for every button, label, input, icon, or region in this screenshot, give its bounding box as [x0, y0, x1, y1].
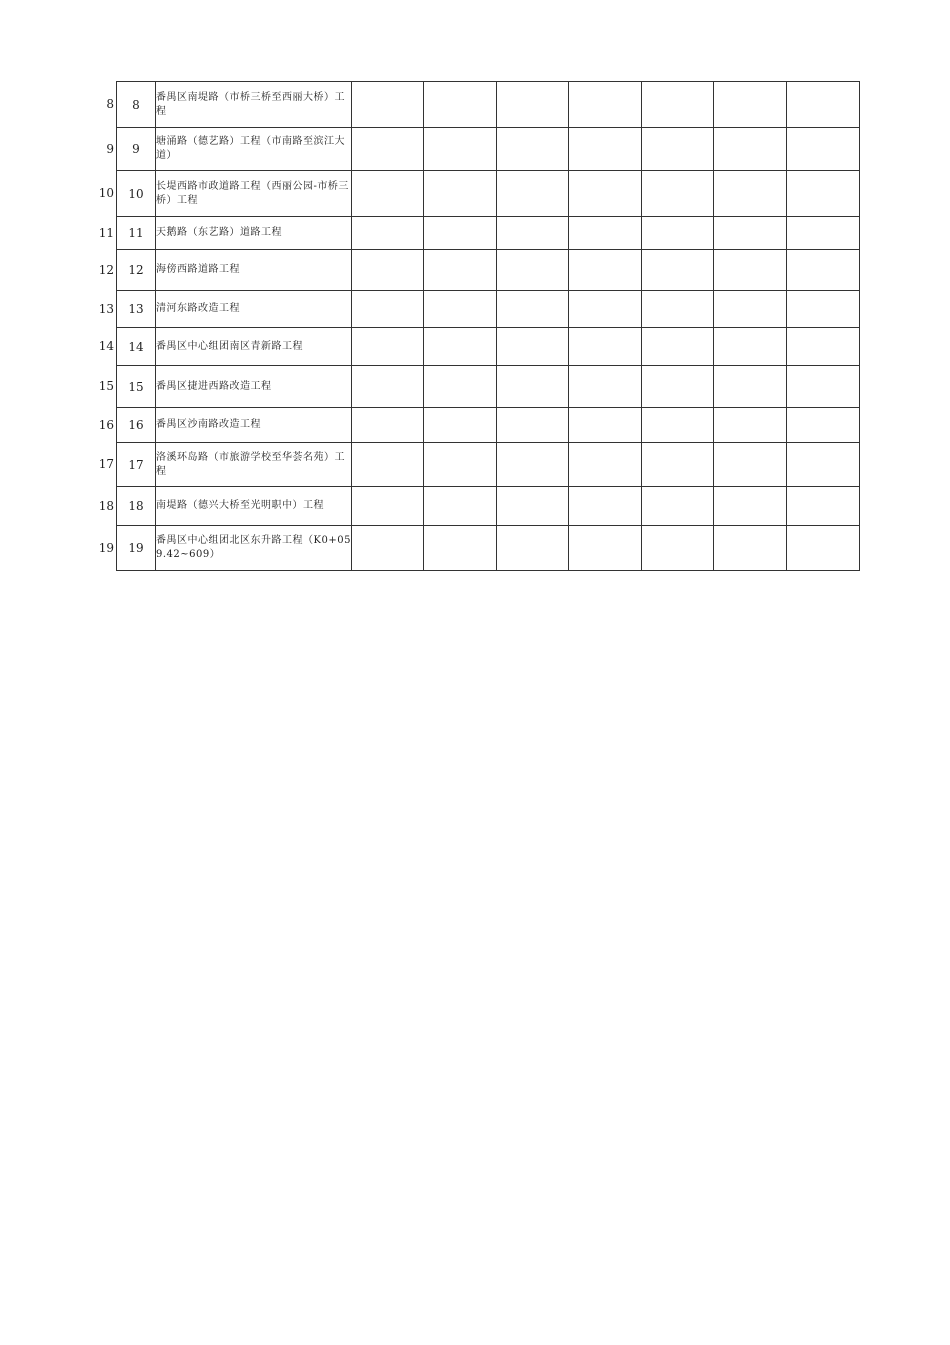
empty-cell[interactable]: [497, 328, 569, 366]
seq-cell[interactable]: 18: [117, 487, 156, 526]
project-name-cell[interactable]: 长堤西路市政道路工程（西丽公园-市桥三桥）工程: [156, 171, 352, 217]
empty-cell[interactable]: [569, 443, 642, 487]
empty-cell[interactable]: [714, 82, 787, 128]
table-row: [117, 82, 860, 128]
table-row: [117, 526, 860, 571]
seq-cell[interactable]: 15: [117, 366, 156, 408]
empty-cell[interactable]: [714, 171, 787, 217]
row-number: 9: [106, 141, 114, 156]
empty-cell[interactable]: [787, 443, 860, 487]
empty-cell[interactable]: [424, 487, 497, 526]
empty-cell[interactable]: [569, 217, 642, 250]
empty-cell[interactable]: [352, 171, 424, 217]
empty-cell[interactable]: [352, 408, 424, 443]
empty-cell[interactable]: [352, 526, 424, 571]
empty-cell[interactable]: [642, 217, 714, 250]
table-row: [117, 408, 860, 443]
row-number: 16: [98, 417, 114, 432]
empty-cell[interactable]: [787, 366, 860, 408]
seq-cell[interactable]: 16: [117, 408, 156, 443]
table-row: [117, 128, 860, 171]
empty-cell[interactable]: [787, 128, 860, 171]
empty-cell[interactable]: [787, 487, 860, 526]
seq-cell[interactable]: 8: [117, 82, 156, 128]
row-number: 18: [98, 498, 114, 513]
empty-cell[interactable]: [352, 366, 424, 408]
empty-cell[interactable]: [642, 487, 714, 526]
table-row: [117, 291, 860, 328]
empty-cell[interactable]: [787, 82, 860, 128]
empty-cell[interactable]: [352, 128, 424, 171]
empty-cell[interactable]: [352, 328, 424, 366]
empty-cell[interactable]: [497, 366, 569, 408]
empty-cell[interactable]: [569, 291, 642, 328]
empty-cell[interactable]: [424, 250, 497, 291]
empty-cell[interactable]: [569, 408, 642, 443]
row-number: 13: [98, 301, 114, 316]
project-name-cell[interactable]: 番禺区沙南路改造工程: [156, 408, 352, 443]
empty-cell[interactable]: [642, 250, 714, 291]
table-row: [117, 171, 860, 217]
empty-cell[interactable]: [424, 443, 497, 487]
row-number: 12: [98, 262, 114, 277]
seq-cell[interactable]: 14: [117, 328, 156, 366]
empty-cell[interactable]: [424, 171, 497, 217]
empty-cell[interactable]: [424, 526, 497, 571]
empty-cell[interactable]: [642, 82, 714, 128]
empty-cell[interactable]: [714, 291, 787, 328]
empty-cell[interactable]: [497, 526, 569, 571]
row-number: 19: [98, 540, 114, 555]
empty-cell[interactable]: [497, 443, 569, 487]
empty-cell[interactable]: [424, 408, 497, 443]
empty-cell[interactable]: [714, 217, 787, 250]
empty-cell[interactable]: [714, 366, 787, 408]
project-name-cell[interactable]: 洛溪环岛路（市旅游学校至华荟名苑）工程: [156, 443, 352, 487]
empty-cell[interactable]: [424, 328, 497, 366]
empty-cell[interactable]: [714, 443, 787, 487]
table-row: [117, 487, 860, 526]
project-name-cell[interactable]: 塘涌路（德艺路）工程（市南路至滨江大道）: [156, 128, 352, 171]
seq-cell[interactable]: 12: [117, 250, 156, 291]
empty-cell[interactable]: [642, 408, 714, 443]
empty-cell[interactable]: [569, 328, 642, 366]
empty-cell[interactable]: [787, 328, 860, 366]
empty-cell[interactable]: [497, 487, 569, 526]
empty-cell[interactable]: [352, 487, 424, 526]
empty-cell[interactable]: [569, 250, 642, 291]
empty-cell[interactable]: [497, 171, 569, 217]
project-name-cell[interactable]: 番禺区中心组团北区东升路工程（K0+059.42~609）: [156, 526, 352, 571]
row-number: 11: [98, 225, 114, 240]
empty-cell[interactable]: [424, 82, 497, 128]
empty-cell[interactable]: [352, 291, 424, 328]
empty-cell[interactable]: [497, 128, 569, 171]
empty-cell[interactable]: [642, 366, 714, 408]
empty-cell[interactable]: [642, 443, 714, 487]
empty-cell[interactable]: [787, 526, 860, 571]
table-row: [117, 217, 860, 250]
empty-cell[interactable]: [497, 408, 569, 443]
seq-cell[interactable]: 13: [117, 291, 156, 328]
empty-cell[interactable]: [569, 82, 642, 128]
project-name-cell[interactable]: 天鹅路（东艺路）道路工程: [156, 217, 352, 250]
row-number: 15: [98, 379, 114, 393]
empty-cell[interactable]: [642, 328, 714, 366]
empty-cell[interactable]: [424, 291, 497, 328]
empty-cell[interactable]: [714, 328, 787, 366]
project-table: [116, 81, 860, 571]
empty-cell[interactable]: [787, 217, 860, 250]
seq-cell[interactable]: 9: [117, 128, 156, 171]
empty-cell[interactable]: [352, 82, 424, 128]
empty-cell[interactable]: [497, 217, 569, 250]
empty-cell[interactable]: [642, 171, 714, 217]
empty-cell[interactable]: [569, 171, 642, 217]
table-row: [117, 250, 860, 291]
empty-cell[interactable]: [642, 128, 714, 171]
empty-cell[interactable]: [787, 171, 860, 217]
empty-cell[interactable]: [714, 487, 787, 526]
empty-cell[interactable]: [497, 250, 569, 291]
empty-cell[interactable]: [714, 526, 787, 571]
empty-cell[interactable]: [569, 487, 642, 526]
seq-cell[interactable]: 10: [117, 171, 156, 217]
empty-cell[interactable]: [714, 250, 787, 291]
project-name-cell[interactable]: 海傍西路道路工程: [156, 250, 352, 291]
empty-cell[interactable]: [569, 366, 642, 408]
empty-cell[interactable]: [787, 291, 860, 328]
empty-cell[interactable]: [642, 526, 714, 571]
empty-cell[interactable]: [642, 291, 714, 328]
empty-cell[interactable]: [714, 128, 787, 171]
empty-cell[interactable]: [424, 128, 497, 171]
empty-cell[interactable]: [569, 128, 642, 171]
table-row: [117, 366, 860, 408]
table-row: [117, 443, 860, 487]
empty-cell[interactable]: [714, 408, 787, 443]
seq-cell[interactable]: 17: [117, 443, 156, 487]
row-number: 8: [106, 97, 114, 111]
row-number: 17: [98, 457, 114, 471]
empty-cell[interactable]: [352, 250, 424, 291]
project-name-cell[interactable]: 番禺区捷进西路改造工程: [156, 366, 352, 408]
project-name-cell[interactable]: 清河东路改造工程: [156, 291, 352, 328]
empty-cell[interactable]: [352, 217, 424, 250]
empty-cell[interactable]: [424, 366, 497, 408]
empty-cell[interactable]: [787, 408, 860, 443]
empty-cell[interactable]: [569, 526, 642, 571]
row-number-column: [92, 81, 116, 570]
project-name-cell[interactable]: 番禺区南堤路（市桥三桥至西丽大桥）工程: [156, 82, 352, 128]
row-number: 14: [98, 339, 114, 353]
project-name-cell[interactable]: 南堤路（德兴大桥至光明职中）工程: [156, 487, 352, 526]
row-number: 10: [98, 186, 114, 200]
empty-cell[interactable]: [497, 82, 569, 128]
project-name-cell[interactable]: 番禺区中心组团南区青新路工程: [156, 328, 352, 366]
seq-cell[interactable]: 19: [117, 526, 156, 571]
empty-cell[interactable]: [497, 291, 569, 328]
empty-cell[interactable]: [424, 217, 497, 250]
empty-cell[interactable]: [787, 250, 860, 291]
table-row: [117, 328, 860, 366]
empty-cell[interactable]: [352, 443, 424, 487]
seq-cell[interactable]: 11: [117, 217, 156, 250]
